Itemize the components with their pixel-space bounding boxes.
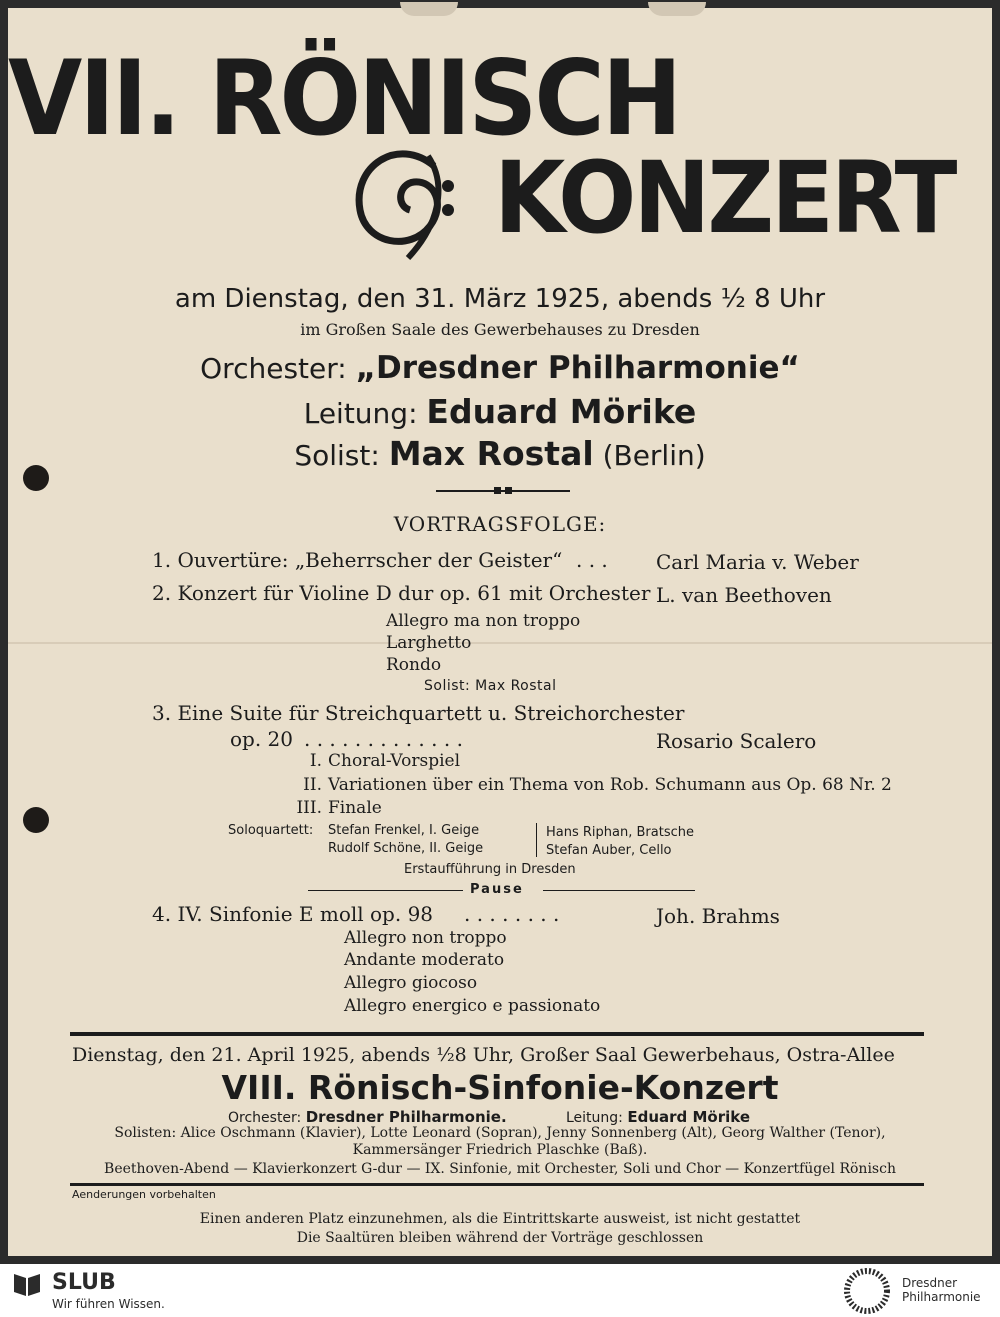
footer-bar: [0, 1264, 1000, 1317]
event-date: am Dienstag, den 31. März 1925, abends ½ 8 Uhr: [174, 284, 826, 314]
pause-rule-left: [308, 890, 463, 891]
item4-movement: Allegro energico e passionato: [344, 996, 601, 1016]
conductor-name: Eduard Mörike: [426, 392, 697, 431]
item4-movement: Allegro non troppo: [344, 928, 507, 948]
slub-tagline: Wir führen Wissen.: [52, 1297, 165, 1311]
item3-movement: Finale: [328, 798, 382, 818]
quartet-label: Soloquartett:: [228, 823, 314, 838]
seat-rule: Einen anderen Platz einzunehmen, als die Eintrittskarte ausweist, ist nicht gestattet: [199, 1211, 801, 1227]
item3-movement-number: II.: [303, 775, 322, 795]
item3-title-line2: op. 20: [230, 727, 294, 751]
item4-movement: Allegro giocoso: [344, 973, 478, 993]
soloist-city: (Berlin): [602, 439, 706, 472]
item2-title: 2. Konzert für Violine D dur op. 61 mit Orchester: [152, 581, 651, 605]
slub-name: SLUB: [52, 1270, 116, 1295]
next-orchestra-name: Dresdner Philharmonie.: [305, 1108, 507, 1126]
item2-soloist: Solist: Max Rostal: [424, 678, 557, 694]
item1-title: 1. Ouvertüre: „Beherrscher der Geister“: [152, 548, 563, 572]
slub-book-icon: [12, 1270, 42, 1298]
quartet-member: Stefan Frenkel, I. Geige: [328, 823, 480, 838]
item2-movement: Larghetto: [386, 633, 472, 653]
next-concert-date: Dienstag, den 21. April 1925, abends ½8 Uhr, Großer Saal Gewerbehaus, Ostra-Allee: [72, 1044, 895, 1066]
paper-tab-left: [400, 2, 458, 16]
next-concert-soloists-1: Solisten: Alice Oschmann (Klavier), Lotte Leonard (Sopran), Jenny Sonnenberg (Alt), Georg Walther (Tenor),: [114, 1125, 886, 1141]
item2-movement: Allegro ma non troppo: [386, 611, 581, 631]
item3-movement: Choral-Vorspiel: [328, 751, 461, 771]
ornament-square-left: [494, 487, 501, 494]
punch-hole-lower: [23, 807, 49, 833]
item1-dots: . . .: [576, 548, 608, 572]
orchestra-line: [8, 350, 992, 386]
item4-dots: . . . . . . . .: [464, 902, 560, 926]
item1-composer: Carl Maria v. Weber: [656, 550, 859, 574]
item3-premiere: Erstaufführung in Dresden: [404, 862, 576, 877]
next-concert-top-rule: [70, 1032, 924, 1036]
item3-title-line1: 3. Eine Suite für Streichquartett u. Streichorchester: [152, 701, 685, 725]
item4-composer: Joh. Brahms: [656, 904, 780, 928]
item3-movement-number: III.: [296, 798, 322, 818]
paper-tab-right: [648, 2, 706, 16]
next-conductor-name: Eduard Mörike: [627, 1108, 751, 1126]
item2-movement: Rondo: [386, 655, 442, 675]
doors-rule: Die Saaltüren bleiben während der Vorträge geschlossen: [296, 1230, 704, 1246]
philharmonie-line2: Philharmonie: [902, 1290, 981, 1304]
quartet-member: Rudolf Schöne, II. Geige: [328, 841, 484, 856]
soloist-name: Max Rostal: [388, 434, 594, 473]
item3-dots: . . . . . . . . . . . . .: [304, 727, 463, 751]
item3-movement-number: I.: [309, 751, 322, 771]
dresdner-philharmonie-logo-icon: [842, 1268, 892, 1314]
event-venue: im Großen Saale des Gewerbehauses zu Dresden: [300, 320, 700, 339]
next-concert-title: VIII. Rönisch-Sinfonie-Konzert: [221, 1068, 779, 1107]
next-orchestra-label: Orchester:: [228, 1110, 302, 1126]
title-line-1: VII. RÖNISCH: [8, 38, 680, 159]
quartet-divider: [536, 823, 537, 857]
fold-line: [8, 642, 992, 644]
pause-label: Pause: [470, 882, 524, 897]
conductor-label: Leitung:: [303, 397, 418, 430]
bass-clef-icon: [338, 126, 478, 266]
soloist-line: [8, 434, 992, 473]
item3-composer: Rosario Scalero: [656, 729, 817, 753]
conductor-line: [8, 392, 992, 431]
item4-title: 4. IV. Sinfonie E moll op. 98: [152, 902, 434, 926]
philharmonie-line1: Dresdner: [902, 1276, 958, 1290]
orchestra-name: „Dresdner Philharmonie“: [355, 350, 800, 386]
pause-rule-right: [543, 890, 695, 891]
concert-program-sheet: [8, 8, 992, 1256]
next-concert-soloists-2: Kammersänger Friedrich Plaschke (Baß).: [352, 1142, 648, 1158]
quartet-member: Stefan Auber, Cello: [546, 843, 672, 858]
program-heading: VORTRAGSFOLGE:: [393, 512, 607, 536]
item4-movement: Andante moderato: [344, 950, 505, 970]
title-line-2: KONZERT: [494, 140, 955, 256]
next-concert-program: Beethoven-Abend — Klavierkonzert G-dur — IX. Sinfonie, mit Orchester, Soli und Chor — Konzertfügel Rönisch: [104, 1161, 896, 1177]
changes-note: Aenderungen vorbehalten: [72, 1188, 216, 1201]
next-concert-conductor: [566, 1108, 750, 1126]
quartet-member: Hans Riphan, Bratsche: [546, 825, 694, 840]
orchestra-label: Orchester:: [200, 352, 347, 385]
next-concert-bottom-rule: [70, 1183, 924, 1186]
item2-composer: L. van Beethoven: [656, 583, 832, 607]
next-conductor-label: Leitung:: [566, 1110, 623, 1126]
item3-movement: Variationen über ein Thema von Rob. Schumann aus Op. 68 Nr. 2: [328, 775, 892, 795]
ornament-square-right: [505, 487, 512, 494]
soloist-label: Solist:: [294, 439, 380, 472]
next-concert-orchestra: [228, 1108, 507, 1126]
ornament-rule: [436, 490, 570, 492]
